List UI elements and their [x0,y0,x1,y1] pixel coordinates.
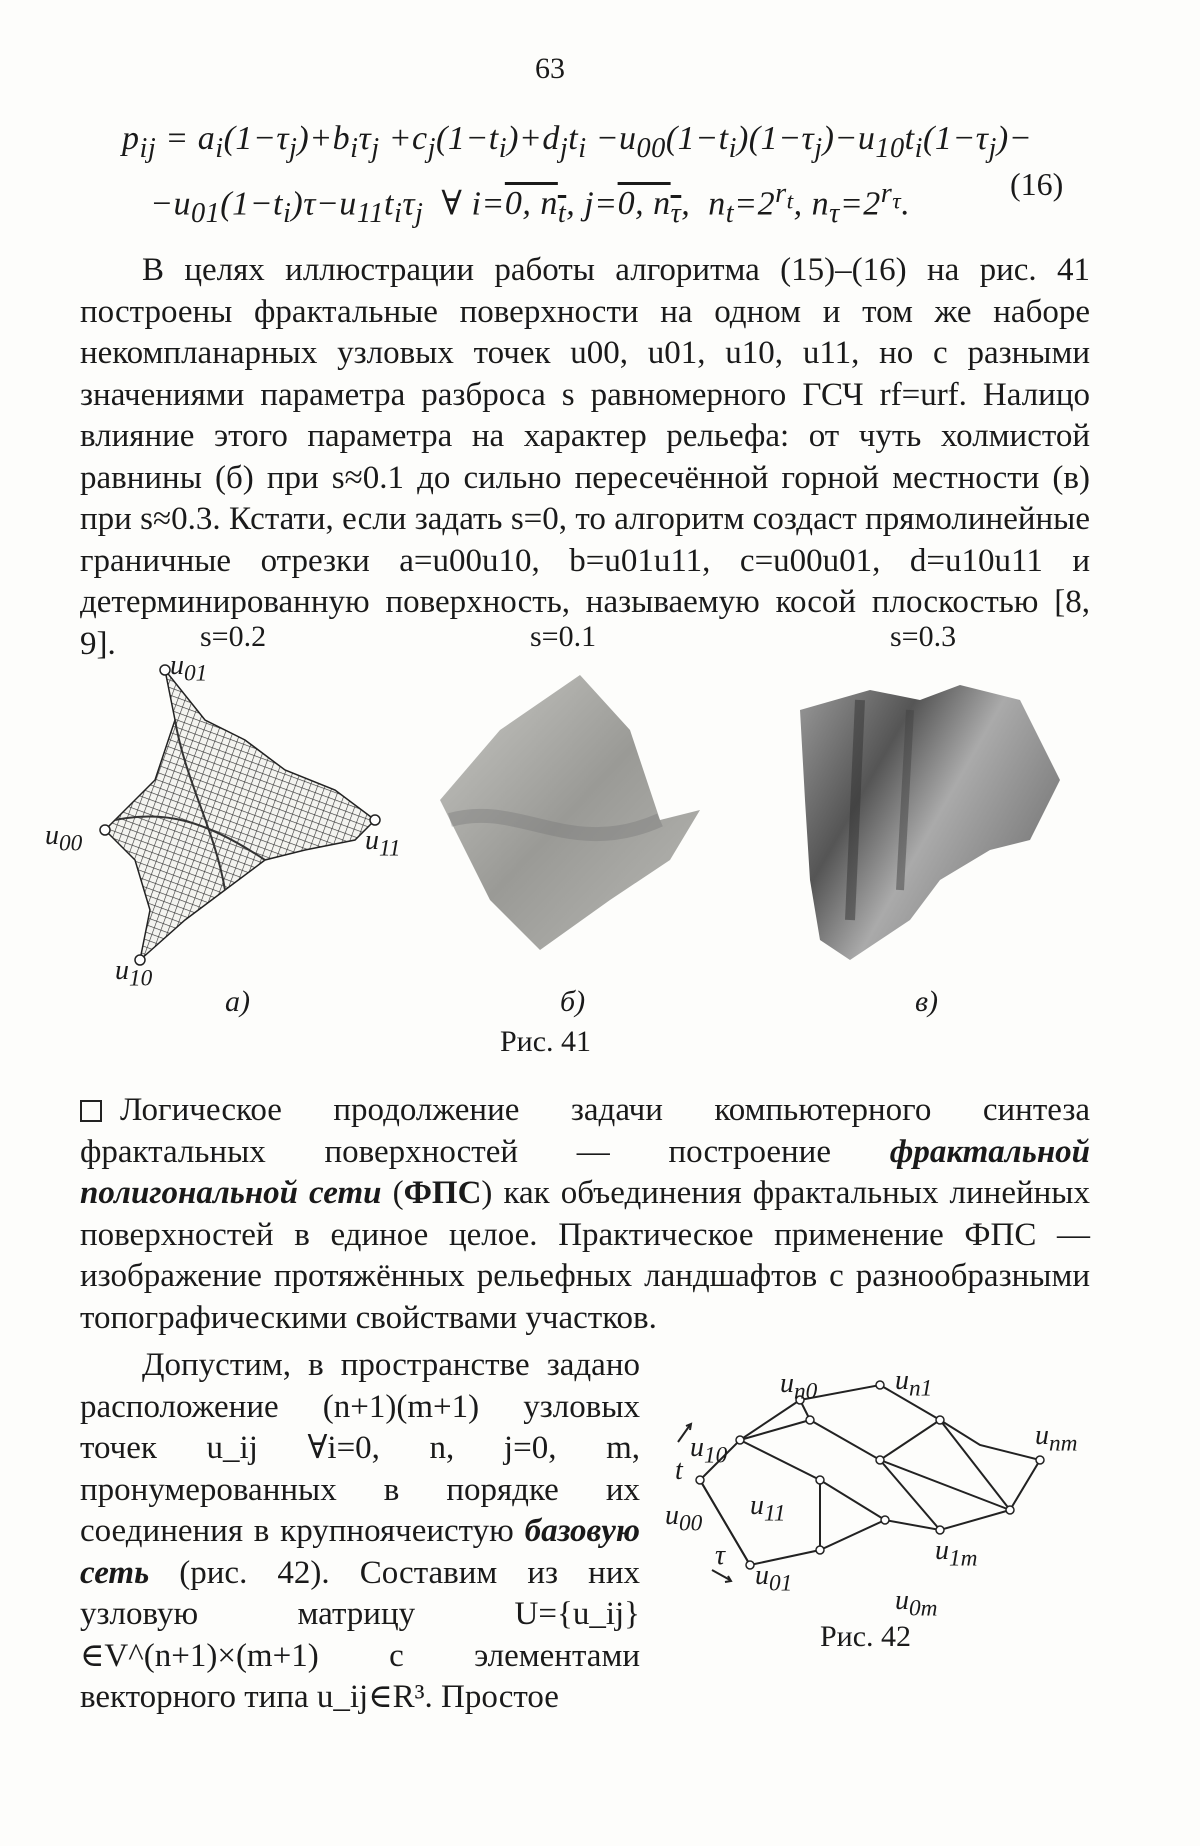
term-base-net: базовую сеть [80,1513,640,1591]
label-un0: $u_{n0}$ [780,1368,818,1405]
paragraph-fps: Логическое продолжение задачи компьютерного синтеза фрактальных поверхностей — построение фрактальной полигональной сети (ФПС) как объединения фрактальных линейных поверхностей в единое целое. Практическое применение ФПС — изображение протяжённых рельефных ландшафтов с разнообразными топографическими свойствами участков. [80,1092,1090,1336]
smooth-surface-figure [430,670,720,970]
label-u10-fig42: $u_{10}$ [690,1432,728,1469]
panel-a-letter: а) [225,985,250,1018]
label-unm: $u_{nm}$ [1035,1420,1078,1457]
panel-b-letter: б) [560,985,586,1018]
formula-16-line2: $-u_{01}(1-t_i)\tau-u_{11}t_i\tau_j$ ∀ i=0, $n_t$, j=0, $n_\tau$, $n_t=2^{r_t}$, $n_\tau=2^{r_\tau}$. [150,178,911,230]
node-u01 [160,665,170,675]
label-u11: $u_{11}$ [365,825,401,862]
checkbox-icon [80,1100,102,1122]
label-u00-fig42: $u_{00}$ [665,1500,703,1537]
label-tau: τ [715,1540,726,1571]
label-u01: $u_{01}$ [170,650,208,687]
paragraph-illustration: В целях иллюстрации работы алгоритма (15)–(16) на рис. 41 построены фрактальные поверхности на одном и том же наборе некомпланарных узловых точек u00, u01, u10, u11, но с разными значениями параметра разброса s равномерного ГСЧ rf=urf. Налицо влияние этого параметра на характер рельефа: от чуть холмистой равнины (б) при s≈0.1 до сильно пересечённой горной местности (в) при s≈0.3. Кстати, если задать s=0, то алгоритм создаст прямолинейные граничные отрезки a=u00u10, b=u01u11, c=u00u01, d=u10u11 и детерминированную поверхность, называемую косой плоскостью [8, 9]. [80,252,1090,662]
figure-42-caption: Рис. 42 [820,1620,912,1653]
label-un1: $u_{n1}$ [895,1365,933,1402]
formula-16-line1: $p_{ij} = a_i(1-\tau_j)+b_i\tau_j +c_j(1-t_i)+d_jt_i -u_{00}(1-t_i)(1-\tau_j)-u_{10}t_i(1-\tau_j)-$ [122,120,1033,164]
base-net-diagram [660,1360,1100,1600]
label-u00: $u_{00}$ [45,820,83,857]
rough-surface-figure [790,680,1080,980]
node-u11 [370,815,380,825]
node-u00 [100,825,110,835]
page-number: 63 [535,52,565,85]
paragraph-base-net: Допустим, в пространстве задано расположение (n+1)(m+1) узловых точек u_ij ∀i=0, n, j=0, m, пронумерованных в порядке их соединения в крупноячеистую базовую сеть (рис. 42). Составим из них узловую матрицу U={u_ij}∈V^(n+1)×(m+1) с элементами векторного типа u_ij∈R³. Простое [80,1347,640,1715]
label-u0m: $u_{0m}$ [895,1585,938,1622]
mesh-surface-figure [95,660,425,980]
label-u01-fig42: $u_{01}$ [755,1560,793,1597]
equation-number: (16) [1010,166,1064,202]
term-fps: фрактальной полигональной сети [80,1133,1090,1211]
figure-41-caption: Рис. 41 [500,1025,592,1058]
label-u1m: $u_{1m}$ [935,1535,978,1572]
label-t: t [675,1455,683,1486]
label-u10: $u_{10}$ [115,955,153,992]
panel-c-s-label: s=0.3 [890,620,957,653]
panel-a-s-label: s=0.2 [200,620,267,653]
panel-b-s-label: s=0.1 [530,620,597,653]
panel-c-letter: в) [915,985,939,1018]
label-u11-fig42: $u_{11}$ [750,1490,786,1527]
